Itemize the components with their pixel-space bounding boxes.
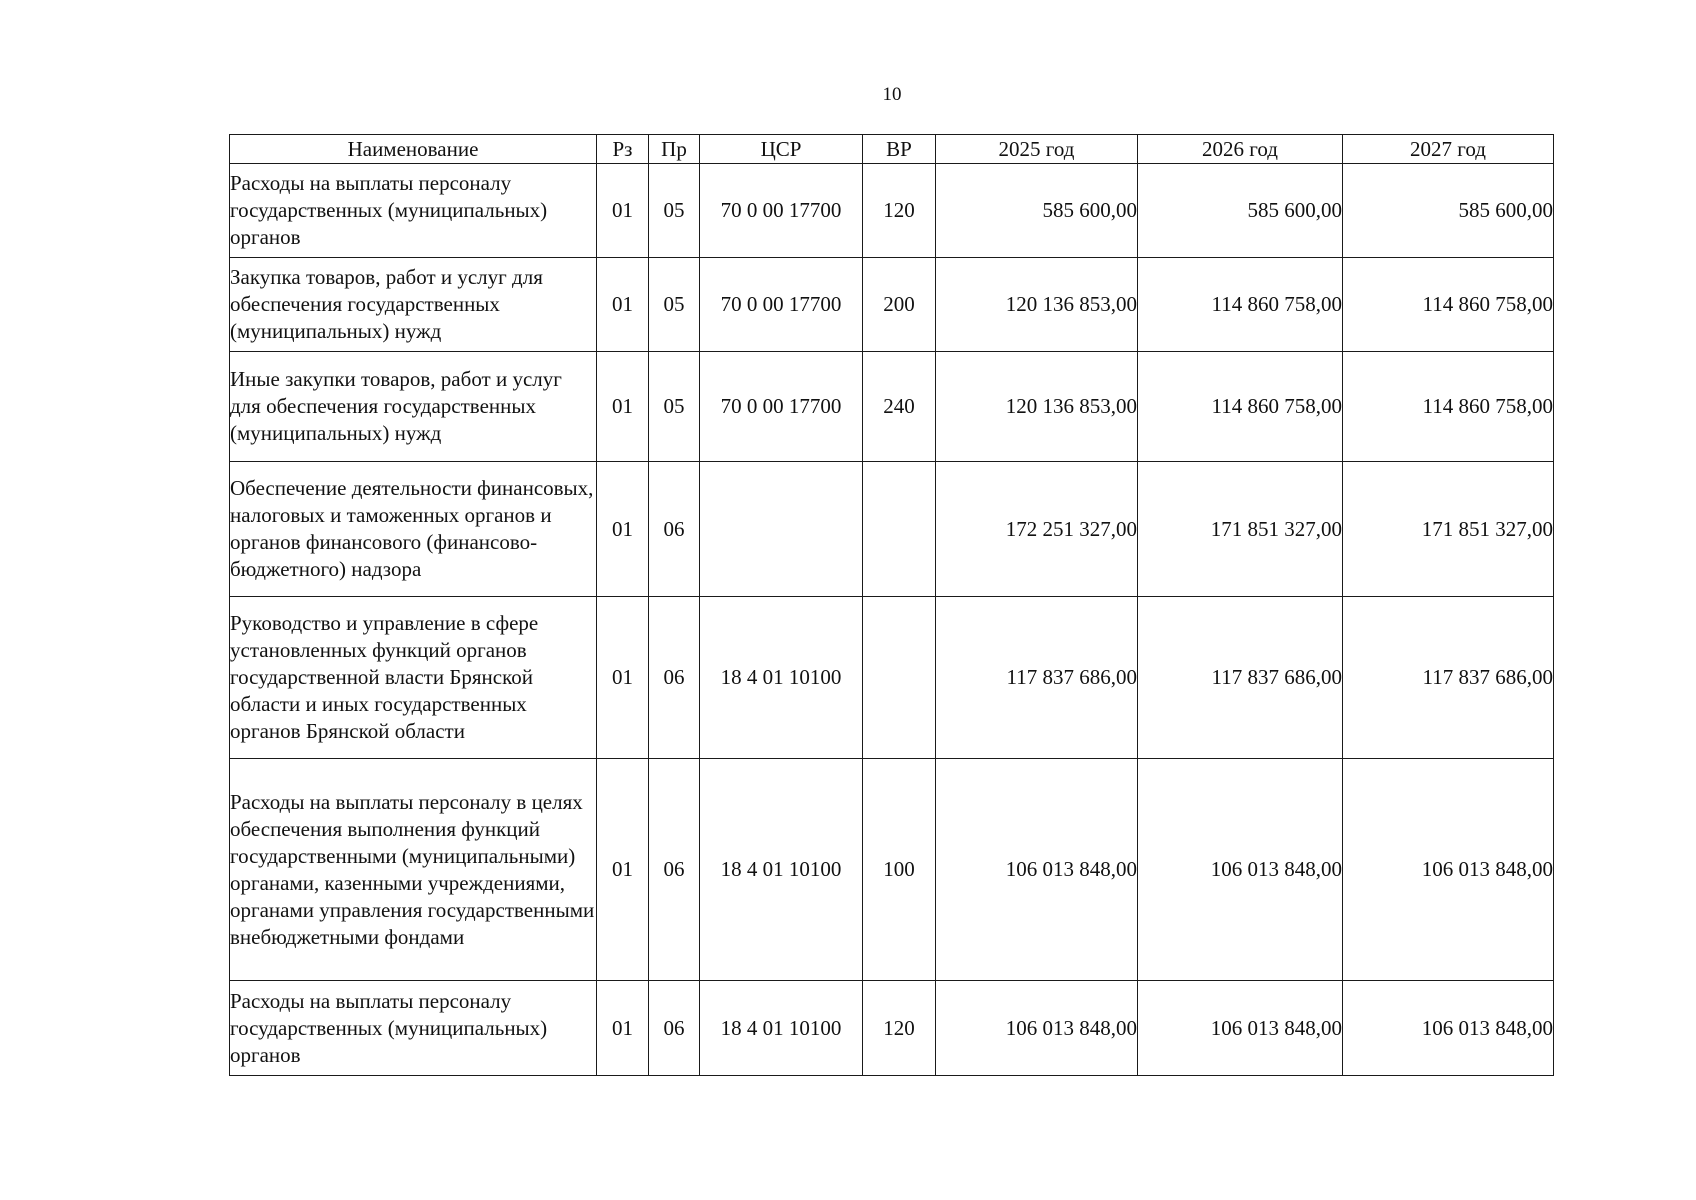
row-rz: 01 [597,352,649,462]
table-row [230,981,1554,1076]
row-2026: 106 013 848,00 [1138,981,1343,1076]
row-pr: 06 [649,462,700,597]
table-row [230,258,1554,352]
header-vr: ВР [863,135,936,164]
row-2027: 117 837 686,00 [1343,597,1554,759]
row-csr: 18 4 01 10100 [700,597,863,759]
row-pr: 05 [649,258,700,352]
header-csr: ЦСР [700,135,863,164]
table-row [230,462,1554,597]
row-2026: 117 837 686,00 [1138,597,1343,759]
row-2025: 120 136 853,00 [936,352,1138,462]
header-2026: 2026 год [1138,135,1343,164]
row-2026: 585 600,00 [1138,164,1343,258]
row-2027: 171 851 327,00 [1343,462,1554,597]
row-rz: 01 [597,981,649,1076]
row-rz: 01 [597,258,649,352]
row-2026: 171 851 327,00 [1138,462,1343,597]
row-csr: 70 0 00 17700 [700,258,863,352]
row-name: Руководство и управление в сфере установленных функций органов государственной власти Брянской области и иных государственных органов Брянской области [230,597,597,759]
row-name: Расходы на выплаты персоналу государственных (муниципальных) органов [230,981,597,1076]
row-pr: 06 [649,759,700,981]
row-pr: 06 [649,597,700,759]
row-2027: 114 860 758,00 [1343,258,1554,352]
row-vr [863,462,936,597]
row-name: Расходы на выплаты персоналу в целях обеспечения выполнения функций государственными (муниципальными) органами, казенными учреждениями, органами управления государственными внебюджетными фондами [230,759,597,981]
row-2025: 117 837 686,00 [936,597,1138,759]
row-2027: 114 860 758,00 [1343,352,1554,462]
row-2026: 114 860 758,00 [1138,352,1343,462]
row-rz: 01 [597,164,649,258]
row-rz: 01 [597,462,649,597]
row-csr: 70 0 00 17700 [700,352,863,462]
row-2025: 585 600,00 [936,164,1138,258]
row-csr: 70 0 00 17700 [700,164,863,258]
row-name: Иные закупки товаров, работ и услуг для обеспечения государственных (муниципальных) нужд [230,352,597,462]
row-2027: 106 013 848,00 [1343,981,1554,1076]
table-row [230,352,1554,462]
header-pr: Пр [649,135,700,164]
page-number: 10 [882,84,902,105]
header-2027: 2027 год [1343,135,1554,164]
header-row [230,135,1554,164]
row-vr: 240 [863,352,936,462]
row-csr [700,462,863,597]
row-vr: 200 [863,258,936,352]
header-name: Наименование [230,135,597,164]
row-2026: 114 860 758,00 [1138,258,1343,352]
table-row [230,164,1554,258]
row-name: Обеспечение деятельности финансовых, налоговых и таможенных органов и органов финансового (финансово-бюджетного) надзора [230,462,597,597]
row-2025: 106 013 848,00 [936,759,1138,981]
header-rz: Рз [597,135,649,164]
row-pr: 06 [649,981,700,1076]
row-csr: 18 4 01 10100 [700,759,863,981]
row-pr: 05 [649,352,700,462]
row-vr: 120 [863,164,936,258]
row-vr: 120 [863,981,936,1076]
row-csr: 18 4 01 10100 [700,981,863,1076]
row-rz: 01 [597,759,649,981]
row-pr: 05 [649,164,700,258]
row-2025: 172 251 327,00 [936,462,1138,597]
row-2025: 106 013 848,00 [936,981,1138,1076]
row-rz: 01 [597,597,649,759]
row-name: Закупка товаров, работ и услуг для обеспечения государственных (муниципальных) нужд [230,258,597,352]
table-row [230,759,1554,981]
row-2025: 120 136 853,00 [936,258,1138,352]
row-name: Расходы на выплаты персоналу государственных (муниципальных) органов [230,164,597,258]
row-2027: 585 600,00 [1343,164,1554,258]
row-vr [863,597,936,759]
row-2026: 106 013 848,00 [1138,759,1343,981]
row-2027: 106 013 848,00 [1343,759,1554,981]
row-vr: 100 [863,759,936,981]
budget-table [229,134,1554,1076]
header-2025: 2025 год [936,135,1138,164]
table-row [230,597,1554,759]
